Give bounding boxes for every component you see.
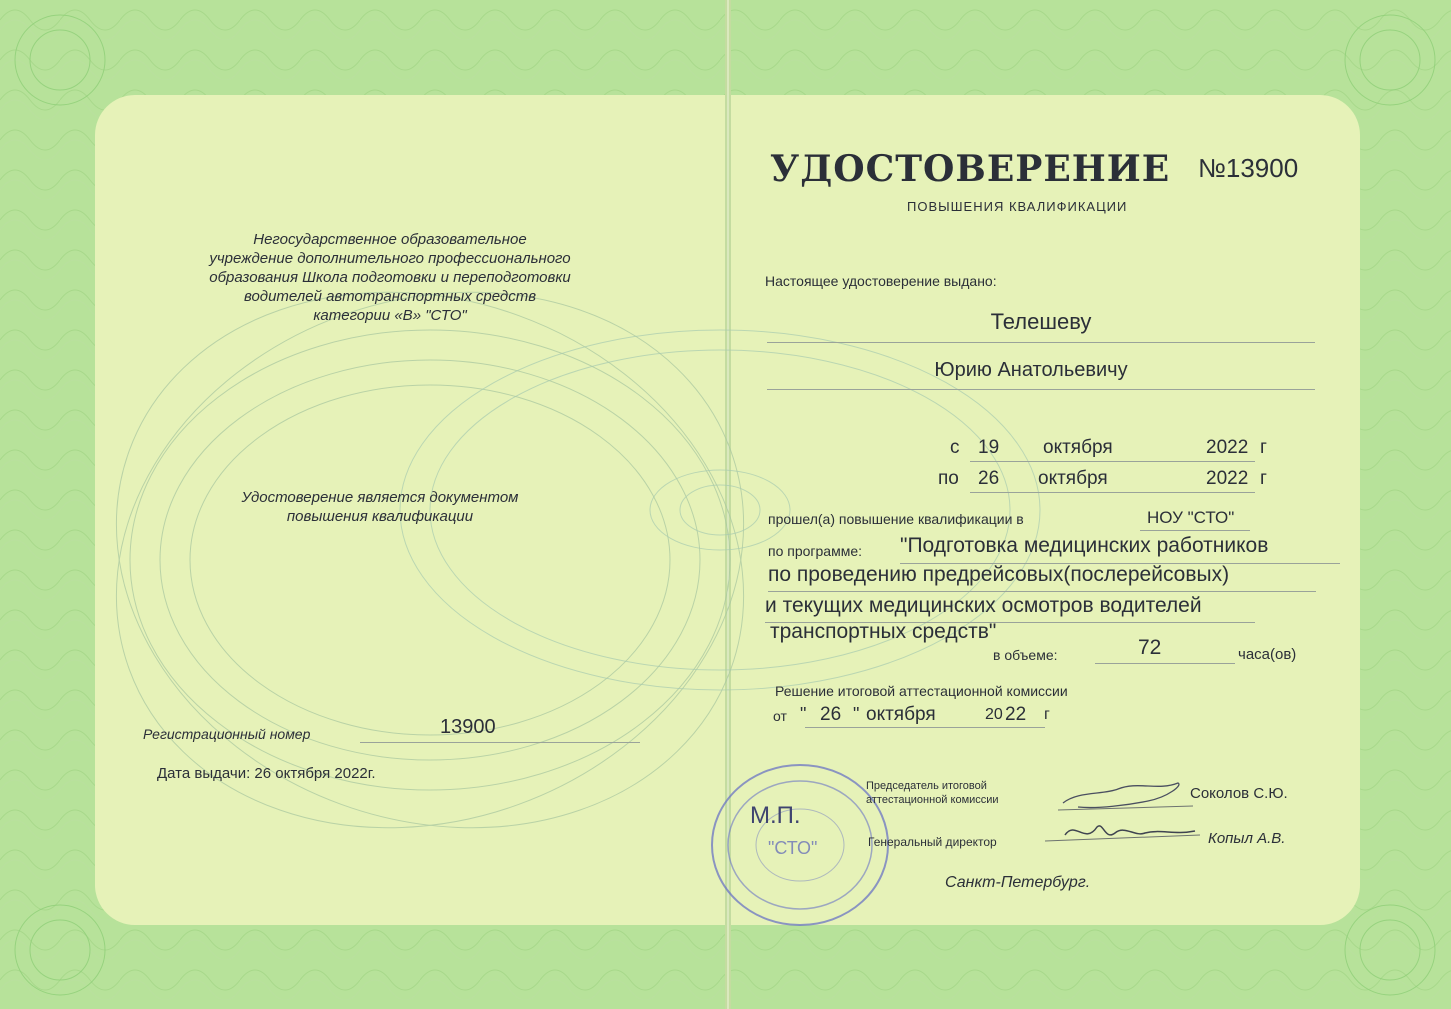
certificate-title: УДОСТОВЕРЕНИЕ <box>770 148 1171 190</box>
date-from-suffix: г <box>1260 437 1267 458</box>
decision-century: 20 <box>985 706 1003 723</box>
close-quote: " <box>853 704 860 724</box>
date-to-day: 26 <box>978 468 1000 489</box>
surname-underline <box>767 342 1315 343</box>
date-from-prefix: с <box>950 437 960 458</box>
recipient-name: Юрию Анатольевичу <box>934 359 1128 381</box>
chairman-label-line: Председатель итоговой <box>866 780 987 792</box>
organization-underline <box>1140 530 1250 531</box>
decision-day: 26 <box>820 704 842 725</box>
date-from-day: 19 <box>978 437 1000 458</box>
director-label: Генеральный директор <box>868 835 997 849</box>
issue-date: Дата выдачи: 26 октября 2022г. <box>157 765 376 782</box>
open-quote: " <box>800 704 807 724</box>
certificate-subtitle: ПОВЫШЕНИЯ КВАЛИФИКАЦИИ <box>907 199 1128 214</box>
stamp-org: "СТО" <box>768 838 818 858</box>
institution-line: водителей автотранспортных средств <box>243 288 537 305</box>
decision-year-suffix: г <box>1044 706 1050 723</box>
director-signature <box>1045 815 1205 860</box>
institution-line: учреждение дополнительного профессионального <box>209 250 571 267</box>
note-line: Удостоверение является документом <box>241 489 519 506</box>
stamp-label: М.П. <box>750 802 801 829</box>
recipient-surname: Телешеву <box>990 309 1092 334</box>
decision-month: октября <box>866 704 936 725</box>
reg-number-underline <box>360 742 640 743</box>
institution-line: категории «В» "СТО" <box>313 307 467 324</box>
organization: НОУ "СТО" <box>1147 508 1235 527</box>
hours-unit: часа(ов) <box>1238 646 1297 663</box>
program-line-4: транспортных средств" <box>770 620 997 643</box>
hours-underline <box>1095 663 1235 664</box>
name-underline <box>767 389 1315 390</box>
decision-from: от <box>773 708 787 724</box>
date-to-year: 2022 <box>1206 468 1249 489</box>
institution-line: Негосударственное образовательное <box>253 231 527 248</box>
director-name: Копыл А.В. <box>1208 830 1286 847</box>
chairman-label-line: аттестационной комиссии <box>866 794 999 806</box>
date-to-prefix: по <box>938 468 959 489</box>
date-to-suffix: г <box>1260 468 1267 489</box>
date-from-underline <box>970 461 1255 462</box>
institution-name <box>150 230 630 325</box>
date-from-year: 2022 <box>1206 437 1249 458</box>
date-from-month: октября <box>1043 437 1113 458</box>
chairman-name: Соколов С.Ю. <box>1190 785 1288 802</box>
note-line: повышения квалификации <box>286 508 474 525</box>
decision-year: 22 <box>1005 704 1027 725</box>
decision-underline <box>805 727 1045 728</box>
issued-to-label: Настоящее удостоверение выдано: <box>765 273 997 289</box>
document-note <box>170 488 590 526</box>
program-line-1: "Подготовка медицинских работников <box>900 534 1269 557</box>
reg-number-label: Регистрационный номер <box>143 726 311 742</box>
institution-line: образования Школа подготовки и переподготовки <box>209 269 571 286</box>
volume-label: в объеме: <box>993 647 1058 663</box>
program-line-2: по проведению предрейсовых(послерейсовых) <box>768 563 1230 586</box>
program-label: по программе: <box>768 543 863 559</box>
date-to-underline <box>970 492 1255 493</box>
chairman-label <box>866 779 999 807</box>
program-underline <box>768 591 1316 592</box>
city: Санкт-Петербург. <box>945 874 1091 891</box>
reg-number: 13900 <box>440 716 496 738</box>
certificate-number: №13900 <box>1198 153 1299 183</box>
program-line-3: и текущих медицинских осмотров водителей <box>765 594 1202 617</box>
passed-label: прошел(а) повышение квалификации в <box>768 511 1024 527</box>
date-to-month: октября <box>1038 468 1108 489</box>
decision-label: Решение итоговой аттестационной комиссии <box>775 683 1068 699</box>
hours-value: 72 <box>1138 636 1162 659</box>
